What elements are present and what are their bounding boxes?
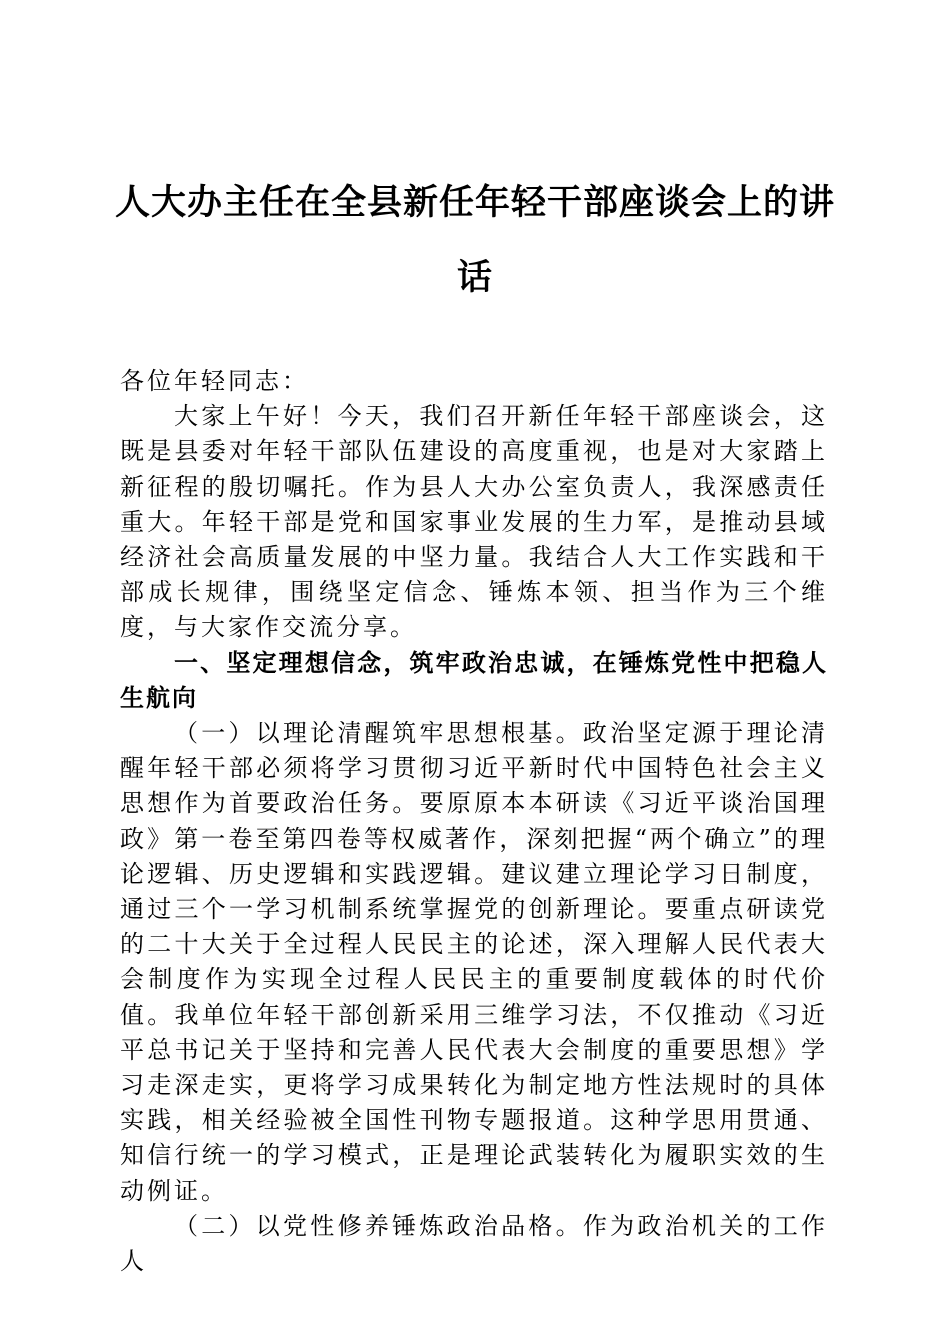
subsection-paragraph-1: （一）以理论清醒筑牢思想根基。政治坚定源于理论清醒年轻干部必须将学习贯彻习近平新时代中国特色社会主义思想作为首要政治任务。要原原本本研读《习近平谈治国理政》第一卷至第四卷等权威著作，深刻把握“两个确立”的理论逻辑、历史逻辑和实践逻辑。建议建立理论学习日制度，通过三个一学习机制系统掌握党的创新理论。要重点研读党的二十大关于全过程人民民主的论述，深入理解人民代表大会制度作为实现全过程人民民主的重要制度载体的时代价值。我单位年轻干部创新采用三维学习法，不仅推动《习近平总书记关于坚持和完善人民代表大会制度的重要思想》学习走深走实，更将学习成果转化为制定地方性法规时的具体实践，相关经验被全国性刊物专题报道。这种学思用贯通、知信行统一的学习模式，正是理论武装转化为履职实效的生动例证。: [120, 719, 828, 1205]
document-body: [120, 364, 828, 1279]
salutation: 各位年轻同志：: [120, 367, 309, 395]
subsection-paragraph-2: （二）以党性修养锤炼政治品格。作为政治机关的工作人: [120, 1211, 828, 1276]
section-heading-1: 一、坚定理想信念，筑牢政治忠诚，在锤炼党性中把稳人生航向: [120, 648, 828, 712]
document-title: 人大办主任在全县新任年轻干部座谈会上的讲话: [114, 182, 835, 298]
intro-paragraph: 大家上午好！今天，我们召开新任年轻干部座谈会，这既是县委对年轻干部队伍建设的高度重视，也是对大家踏上新征程的殷切嘱托。作为县人大办公室负责人，我深感责任重大。年轻干部是党和国家事业发展的生力军，是推动县域经济社会高质量发展的中坚力量。我结合人大工作实践和干部成长规律，围绕坚定信念、锤炼本领、担当作为三个维度，与大家作交流分享。: [120, 402, 828, 642]
